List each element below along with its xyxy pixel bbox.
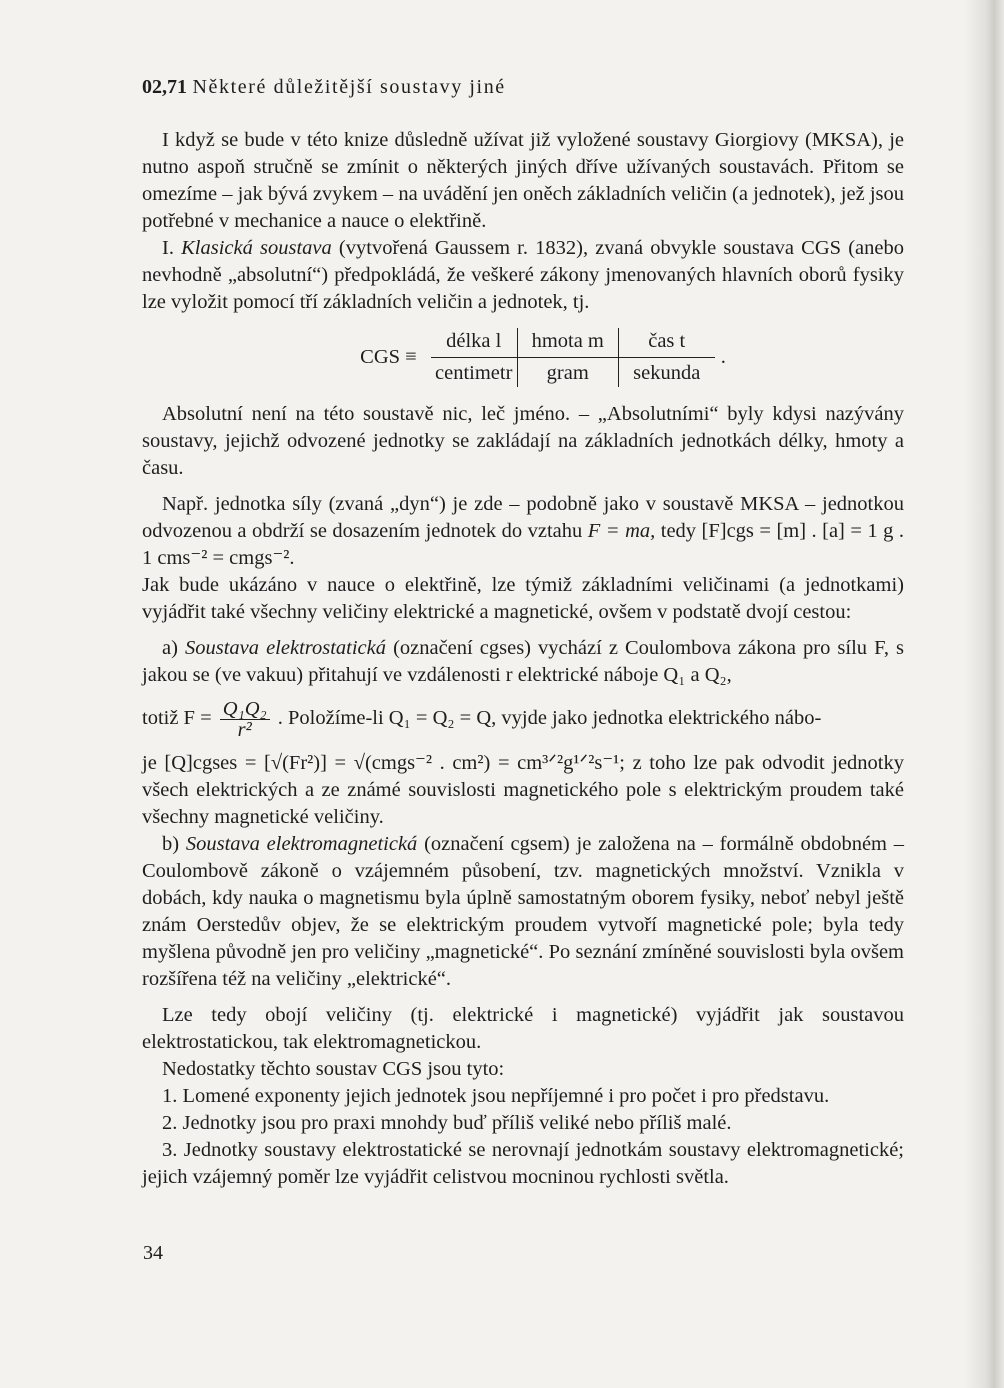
paragraph-absolute: Absolutní není na této soustavě nic, leč jméno. – „Absolutními“ byly kdysi nazývány soustavy, jejichž odvozené jednotky se zakládají na základních jednotkách délky, hmoty a času.	[142, 403, 904, 479]
paragraph-classic	[142, 235, 904, 316]
b-title: Soustava elektromagnetická	[185, 833, 418, 855]
cgs-column-time	[619, 328, 715, 387]
cgs-end: .	[720, 346, 726, 368]
fraction-numerator: Q₁Q₂	[220, 699, 270, 720]
coulomb-formula-line	[142, 699, 904, 740]
paragraph-electromagnetic	[142, 831, 904, 993]
force-formula: [F]cgs = [m] . [a] = 1 g . 1 cms⁻² = cmgs⁻².	[142, 520, 904, 569]
classic-prefix: I.	[162, 237, 174, 259]
section-number: 02,71	[142, 76, 187, 98]
classic-title: Klasická soustava	[181, 237, 332, 259]
classic-rest: (vytvořená Gaussem r. 1832), zvaná obvykle soustava CGS (anebo nevhodně „absolutní“) předpokládá, že veškeré zákony jmenovaných hlavních oborů fysiky lze vyložit pomocí tří základních veličin a jednotek, tj.	[142, 237, 904, 313]
paragraph-force	[142, 491, 904, 572]
list-item-drawback-2: 2. Jednotky jsou pro praxi mnohdy buď příliš veliké nebo příliš malé.	[162, 1112, 732, 1134]
cgs-lhs: CGS ≡	[360, 346, 417, 368]
cgs-unit: gram	[546, 362, 589, 384]
coulomb-fraction	[220, 699, 270, 740]
paragraph-electrostatic	[142, 635, 904, 689]
cgs-table	[431, 328, 715, 387]
force-text-2: tedy	[660, 520, 697, 542]
a-after-fraction: . Položíme-li Q₁ = Q₂ = Q, vyjde jako jednotka elektrického nábo-	[277, 707, 822, 730]
list-item-drawback-3: 3. Jednotky soustavy elektrostatické se nerovnají jednotkám soustavy elektromagnetické; jejich vzájemný poměr lze vyjádřit celistvou mocninou rychlosti světla.	[142, 1139, 904, 1188]
a-rest: (označení cgses) vychází z Coulombova zákona pro sílu F, s jakou se (ve vakuu) přitahují ve vzdálenosti r elektrické náboje Q₁ a Q₂,	[142, 637, 905, 686]
cgs-quantity: délka l	[431, 328, 517, 358]
paragraph-both: Lze tedy obojí veličiny (tj. elektrické i magnetické) vyjádřit jak soustavou elektrostatickou, tak elektromagnetickou.	[142, 1004, 904, 1053]
force-relation: F = ma,	[587, 520, 656, 542]
list-item-drawback-1: 1. Lomené exponenty jejich jednotek jsou nepříjemné i pro počet i pro představu.	[162, 1085, 830, 1107]
section-heading	[142, 74, 904, 101]
paragraph-electric: Jak bude ukázáno v nauce o elektřině, lze týmiž základními veličinami (a jednotkami) vyjádřit také všechny veličiny elektrické a magnetické, ovšem v podstatě dvojí cestou:	[142, 574, 904, 623]
paragraph-intro: I když se bude v této knize důsledně užívat již vyložené soustavy Giorgiovy (MKSA), je nutno aspoň stručně se zmínit o některých jiných dříve užívaných soustavách. Přitom se omezíme – jak bývá zvykem – na uvádění jen oněch základních veličin (a jednotek), jež jsou potřebné v mechanice a nauce o elektřině.	[142, 129, 904, 232]
page-content	[142, 74, 904, 1191]
paragraph-charge-unit: je [Q]cgses = [√(Fr²)] = √(cmgs⁻² . cm²) = cm³ᐟ²g¹ᐟ²s⁻¹; z toho lze pak odvodit jednotky všech elektrických a ze známé souvislosti magnetického pole s elektrickým proudem také všechny magnetické veličiny.	[142, 752, 904, 828]
cgs-quantity: čas t	[619, 328, 715, 358]
cgs-unit: centimetr	[435, 362, 513, 384]
cgs-quantity: hmota m	[518, 328, 618, 358]
page-number: 34	[143, 1242, 163, 1264]
cgs-formula	[142, 328, 904, 387]
paragraph-drawbacks-intro: Nedostatky těchto soustav CGS jsou tyto:	[162, 1058, 505, 1080]
page-binding-shadow	[964, 0, 1004, 1388]
a-totiz: totiž F =	[142, 707, 212, 730]
cgs-column-length	[431, 328, 518, 387]
cgs-column-mass	[518, 328, 619, 387]
a-prefix: a)	[162, 637, 178, 659]
b-prefix: b)	[162, 833, 180, 855]
force-text-1: Např. jednotka síly (zvaná „dyn“) je zde – podobně jako v soustavě MKSA – jednotkou odvozenou a obdrží se dosazením jednotek do vztahu	[142, 493, 904, 542]
cgs-unit: sekunda	[633, 362, 701, 384]
section-title: Některé důležitější soustavy jiné	[192, 76, 506, 98]
fraction-denominator: r²	[237, 719, 252, 741]
b-rest: (označení cgsem) je založena na – formálně obdobném – Coulombově zákoně o vzájemném působení, tzv. magnetických množství. Vznikla v dobách, kdy nauka o magnetismu byla úplně samostatným oborem fysiky, neboť nebyl ještě znám Oerstedův objev, že se elektrickým proudem vytvoří magnetické pole; byla tedy myšlena původně jen pro veličiny „magnetické“. Po seznání zmíněné souvislosti byla ovšem rozšířena též na veličiny „elektrické“.	[142, 833, 905, 990]
a-title: Soustava elektrostatická	[185, 637, 386, 659]
